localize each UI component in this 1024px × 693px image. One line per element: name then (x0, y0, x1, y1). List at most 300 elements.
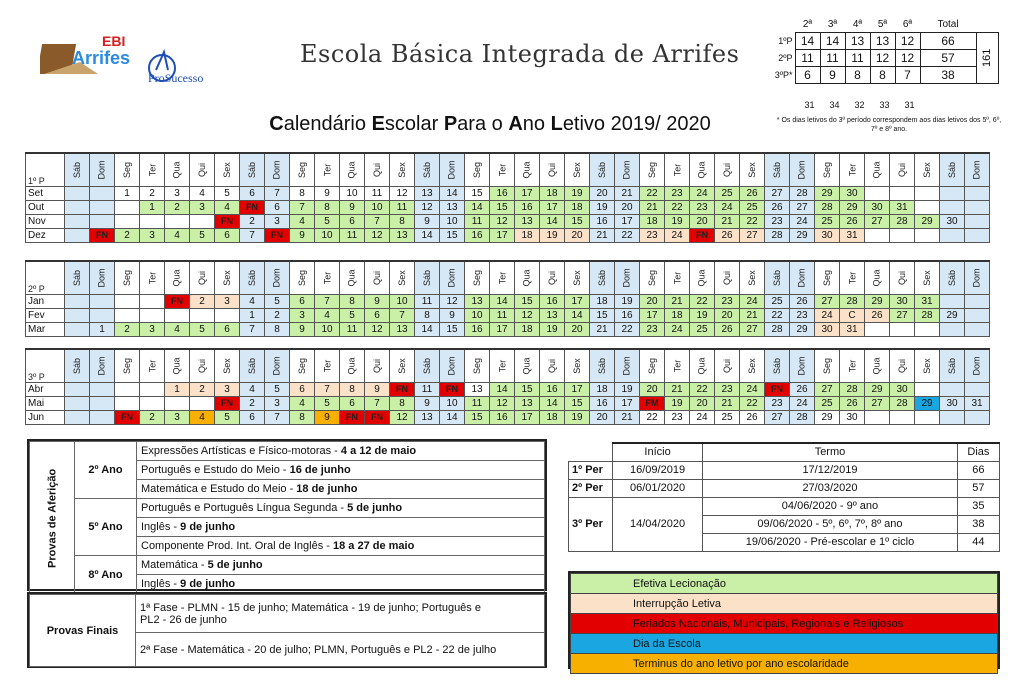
day-header (490, 349, 515, 382)
day-header-label: Qua (521, 161, 532, 179)
day-cell (115, 214, 140, 228)
period-days: 57 (957, 479, 999, 497)
day-cell: 11 (390, 200, 415, 214)
day-header-row (26, 261, 990, 294)
day-header (765, 153, 790, 186)
day-header (890, 153, 915, 186)
day-header-label: Qui (371, 270, 382, 285)
day-cell: 18 (565, 200, 590, 214)
day-header (65, 153, 90, 186)
day-cell: 21 (665, 294, 690, 308)
day-cell: 12 (440, 294, 465, 308)
day-header-label: Sáb (596, 161, 607, 178)
page-title: Escola Básica Integrada de Arrifes (300, 40, 740, 68)
summary-cell: 8 (870, 66, 895, 83)
month-row (26, 382, 990, 396)
summary-cell: 11 (795, 49, 820, 66)
summary-row-label: 1ºP (778, 35, 793, 46)
day-cell: 21 (590, 228, 615, 242)
day-cell: 25 (740, 200, 765, 214)
day-cell: 29 (915, 396, 940, 410)
day-header (540, 153, 565, 186)
day-header (315, 349, 340, 382)
periods-header: Termo (703, 443, 958, 461)
day-header (265, 349, 290, 382)
day-cell: 7 (290, 200, 315, 214)
day-header (315, 153, 340, 186)
day-cell: 28 (890, 396, 915, 410)
day-header-label: Ter (846, 271, 857, 285)
day-cell: 9 (415, 396, 440, 410)
day-header (240, 153, 265, 186)
afericao-row (30, 442, 545, 461)
day-cell: 15 (465, 186, 490, 200)
day-cell: 20 (615, 200, 640, 214)
afericao-title: Provas de Aferição (30, 442, 75, 594)
day-cell: 26 (840, 396, 865, 410)
day-header (115, 261, 140, 294)
day-cell: 23 (765, 396, 790, 410)
day-header (90, 261, 115, 294)
day-header-label: Sex (571, 269, 582, 286)
weekday-average: 32 (854, 100, 865, 110)
day-header (540, 349, 565, 382)
day-header-row (26, 349, 990, 382)
month-row (26, 228, 990, 242)
day-cell: 24 (790, 214, 815, 228)
day-cell: 23 (665, 186, 690, 200)
day-cell: 9 (365, 382, 390, 396)
period-start: 14/04/2020 (613, 497, 703, 551)
day-header (190, 153, 215, 186)
summary-cell: 7 (895, 66, 920, 83)
day-cell (890, 186, 915, 200)
day-cell: 23 (690, 200, 715, 214)
day-cell (915, 410, 940, 424)
day-cell (65, 186, 90, 200)
day-cell: 13 (540, 308, 565, 322)
day-cell (915, 228, 940, 242)
subtitle-initial: C (269, 113, 284, 135)
day-header-label: Sex (746, 269, 757, 286)
day-cell: 7 (315, 294, 340, 308)
summary-cell: 57 (920, 49, 976, 66)
day-cell: 27 (765, 410, 790, 424)
day-header-label: Qui (371, 162, 382, 177)
day-header-label: Sex (746, 161, 757, 178)
day-header-label: Dom (796, 268, 807, 288)
day-header-label: Dom (271, 268, 282, 288)
day-cell: 30 (890, 382, 915, 396)
day-header (340, 349, 365, 382)
day-cell: 10 (315, 228, 340, 242)
day-cell: 15 (565, 214, 590, 228)
day-cell: 26 (840, 214, 865, 228)
day-header-label: Sex (221, 269, 232, 286)
day-header (715, 261, 740, 294)
day-cell: 21 (615, 410, 640, 424)
day-header-label: Sáb (71, 269, 82, 286)
afericao-subject: Português e Português Língua Segunda - (141, 502, 348, 514)
day-cell: 11 (365, 186, 390, 200)
day-header (865, 349, 890, 382)
day-cell: 13 (415, 186, 440, 200)
day-cell: 21 (590, 322, 615, 336)
day-header-label: Ter (846, 163, 857, 177)
day-header (740, 349, 765, 382)
legend (568, 571, 1000, 669)
day-cell: 15 (440, 322, 465, 336)
day-cell (65, 410, 90, 424)
day-header-label: Sáb (71, 357, 82, 374)
day-cell (115, 294, 140, 308)
day-cell: 30 (865, 200, 890, 214)
day-header (915, 153, 940, 186)
summary-grand-total: 161 (976, 32, 998, 83)
day-header (290, 261, 315, 294)
day-cell: 4 (290, 214, 315, 228)
day-cell: 26 (865, 308, 890, 322)
day-header-label: Seg (821, 269, 832, 286)
day-cell: 10 (440, 214, 465, 228)
day-cell: 10 (315, 322, 340, 336)
day-cell (65, 322, 90, 336)
summary-row (773, 32, 998, 49)
day-header-label: Sex (396, 357, 407, 374)
day-header (640, 261, 665, 294)
day-cell: 26 (740, 186, 765, 200)
day-cell: 12 (490, 214, 515, 228)
calendar-period-2 (25, 260, 990, 337)
day-header-label: Sex (921, 357, 932, 374)
periods-header: Dias (957, 443, 999, 461)
summary-cell: 12 (895, 49, 920, 66)
day-header (815, 261, 840, 294)
day-cell: 31 (915, 294, 940, 308)
day-cell: 26 (715, 322, 740, 336)
day-cell: 6 (215, 228, 240, 242)
day-cell (65, 308, 90, 322)
day-cell: 29 (940, 308, 965, 322)
period-end: 17/12/2019 (703, 461, 958, 479)
day-header (690, 349, 715, 382)
day-header-label: Dom (621, 268, 632, 288)
day-header-label: Qui (546, 270, 557, 285)
day-header (640, 153, 665, 186)
day-header (865, 153, 890, 186)
day-header-label: Dom (96, 160, 107, 180)
day-cell: 28 (840, 294, 865, 308)
day-header-label: Qui (196, 270, 207, 285)
afericao-date: 9 de junho (180, 578, 236, 590)
day-header (590, 153, 615, 186)
day-cell: 7 (365, 396, 390, 410)
day-header (65, 261, 90, 294)
day-header-label: Dom (796, 356, 807, 376)
day-cell (865, 228, 890, 242)
day-cell (940, 228, 965, 242)
day-header-label: Dom (446, 356, 457, 376)
day-cell: 27 (790, 200, 815, 214)
weekday-averages (773, 100, 1005, 110)
day-cell (140, 396, 165, 410)
day-cell: 13 (390, 228, 415, 242)
day-cell (940, 186, 965, 200)
day-header-label: Sex (571, 161, 582, 178)
day-cell: 11 (340, 228, 365, 242)
day-cell: 27 (865, 214, 890, 228)
day-cell: 1 (165, 382, 190, 396)
day-cell: 8 (390, 214, 415, 228)
day-cell: FN (90, 228, 115, 242)
day-header-label: Qui (896, 162, 907, 177)
day-cell: 9 (340, 200, 365, 214)
day-header (440, 349, 465, 382)
day-header (665, 261, 690, 294)
period-name: 3º Per (569, 497, 613, 551)
day-cell: 13 (515, 396, 540, 410)
day-cell: 3 (265, 214, 290, 228)
day-cell (90, 308, 115, 322)
day-cell: 9 (290, 322, 315, 336)
day-header-label: Ter (321, 271, 332, 285)
day-cell: 30 (940, 396, 965, 410)
day-cell: 23 (640, 322, 665, 336)
day-cell: 12 (365, 228, 390, 242)
day-header-label: Qua (696, 269, 707, 287)
day-header-label: Seg (471, 161, 482, 178)
day-cell: 6 (340, 214, 365, 228)
day-cell (940, 200, 965, 214)
afericao-item (137, 537, 545, 556)
day-cell: 16 (490, 186, 515, 200)
month-name: Nov (26, 214, 65, 228)
day-cell: 16 (590, 396, 615, 410)
day-header-label: Sáb (71, 161, 82, 178)
day-cell: 16 (465, 228, 490, 242)
day-header (940, 153, 965, 186)
day-cell: 22 (690, 294, 715, 308)
day-cell: 7 (365, 214, 390, 228)
day-cell: 24 (740, 382, 765, 396)
day-header (665, 153, 690, 186)
day-cell: 5 (190, 322, 215, 336)
day-header (340, 261, 365, 294)
day-cell: 30 (840, 410, 865, 424)
day-header (865, 261, 890, 294)
period-start: 16/09/2019 (613, 461, 703, 479)
periods-header: Início (613, 443, 703, 461)
day-cell: FN (240, 200, 265, 214)
prosucesso-text: ProSucesso (148, 71, 204, 85)
afericao-year: 5º Ano (75, 499, 137, 556)
day-cell: 19 (665, 396, 690, 410)
calendar-period-1 (25, 152, 990, 243)
afericao-item (137, 499, 545, 518)
day-header-label: Ter (671, 359, 682, 373)
day-cell: 25 (765, 294, 790, 308)
day-cell: 20 (640, 382, 665, 396)
day-header-label: Qua (871, 269, 882, 287)
day-cell: 4 (165, 322, 190, 336)
month-row (26, 214, 990, 228)
day-header (115, 153, 140, 186)
period-name: 2º Per (569, 479, 613, 497)
afericao-subject: Matemática - (141, 559, 208, 571)
day-cell: 2 (190, 382, 215, 396)
day-header (790, 261, 815, 294)
day-cell (90, 396, 115, 410)
day-cell: 5 (215, 186, 240, 200)
day-header (965, 261, 990, 294)
day-cell: 23 (640, 228, 665, 242)
day-cell: 6 (215, 322, 240, 336)
day-cell: 6 (240, 410, 265, 424)
day-cell (965, 228, 990, 242)
day-header (190, 261, 215, 294)
day-header (190, 349, 215, 382)
day-header (915, 349, 940, 382)
day-cell: 10 (440, 396, 465, 410)
day-header (565, 261, 590, 294)
day-header-label: Dom (971, 160, 982, 180)
day-header (465, 349, 490, 382)
day-cell: 22 (615, 228, 640, 242)
day-cell (215, 308, 240, 322)
day-cell: 3 (140, 228, 165, 242)
day-header-label: Sex (221, 161, 232, 178)
day-header-label: Sáb (771, 357, 782, 374)
period-days: 44 (957, 533, 999, 551)
day-header (165, 349, 190, 382)
day-cell: 3 (215, 382, 240, 396)
day-cell: 17 (540, 200, 565, 214)
day-header-label: Sáb (596, 357, 607, 374)
day-cell: 22 (740, 396, 765, 410)
day-cell: 16 (540, 294, 565, 308)
day-cell: 12 (365, 322, 390, 336)
day-cell: 2 (240, 214, 265, 228)
day-cell: 22 (665, 200, 690, 214)
day-header-label: Seg (296, 269, 307, 286)
month-name: Jun (26, 410, 65, 424)
day-cell: 3 (190, 200, 215, 214)
day-cell: 15 (490, 200, 515, 214)
day-header-label: Seg (121, 161, 132, 178)
day-cell: 28 (915, 308, 940, 322)
day-cell: 14 (540, 214, 565, 228)
day-header (215, 153, 240, 186)
day-cell: 5 (215, 410, 240, 424)
day-header-label: Qui (721, 358, 732, 373)
day-header (840, 349, 865, 382)
day-cell (965, 322, 990, 336)
day-cell: FN (215, 214, 240, 228)
day-cell: 2 (115, 322, 140, 336)
day-header (465, 261, 490, 294)
period-end: 19/06/2020 - Pré-escolar e 1º ciclo (703, 533, 958, 551)
month-name: Jan (26, 294, 65, 308)
day-cell: 18 (590, 294, 615, 308)
day-cell: 10 (340, 186, 365, 200)
day-cell: 7 (390, 308, 415, 322)
day-cell: 6 (240, 186, 265, 200)
afericao-item (137, 575, 545, 594)
summary-cell: 14 (820, 32, 845, 49)
day-cell: 10 (465, 308, 490, 322)
day-header (140, 349, 165, 382)
day-cell (90, 214, 115, 228)
day-cell: 13 (515, 214, 540, 228)
day-cell: 29 (915, 214, 940, 228)
day-cell: 28 (765, 322, 790, 336)
day-header-label: Ter (846, 359, 857, 373)
period-label: 3º P (26, 349, 65, 382)
day-cell (915, 322, 940, 336)
day-header (140, 261, 165, 294)
day-cell: 31 (840, 228, 865, 242)
day-header (540, 261, 565, 294)
day-header (440, 153, 465, 186)
day-cell: 16 (540, 382, 565, 396)
day-header-label: Ter (321, 163, 332, 177)
day-cell: 8 (315, 200, 340, 214)
period-days: 35 (957, 497, 999, 515)
day-cell: 17 (615, 214, 640, 228)
day-cell (890, 322, 915, 336)
day-header-label: Qui (896, 358, 907, 373)
day-header (615, 261, 640, 294)
day-cell: 9 (315, 186, 340, 200)
day-cell: 8 (290, 410, 315, 424)
logos (40, 22, 260, 92)
day-cell: 30 (840, 186, 865, 200)
day-cell: 14 (465, 200, 490, 214)
day-cell: 5 (265, 294, 290, 308)
day-cell: 8 (390, 396, 415, 410)
day-cell: 22 (765, 308, 790, 322)
day-header-label: Sáb (596, 269, 607, 286)
day-cell: 5 (340, 308, 365, 322)
day-cell: 19 (665, 214, 690, 228)
day-cell: 30 (815, 228, 840, 242)
day-cell: 3 (265, 396, 290, 410)
month-name: Abr (26, 382, 65, 396)
provas-finais-label: Provas Finais (30, 595, 136, 667)
summary-cell: 13 (845, 32, 870, 49)
day-cell (965, 382, 990, 396)
day-cell (165, 396, 190, 410)
weekday-average: 34 (829, 100, 840, 110)
day-cell: 29 (790, 228, 815, 242)
day-cell: 4 (240, 294, 265, 308)
day-cell: 14 (565, 308, 590, 322)
day-cell: FN (340, 410, 365, 424)
day-cell: 17 (565, 294, 590, 308)
summary-col-header: 2ª (802, 19, 813, 31)
day-cell: 24 (665, 228, 690, 242)
summary-cell: 14 (795, 32, 820, 49)
fase-1-line-1: 1ª Fase - PLMN - 15 de junho; Matemática - 19 de junho; Português e (140, 601, 481, 614)
day-cell: 26 (765, 200, 790, 214)
day-cell (140, 214, 165, 228)
day-header (265, 261, 290, 294)
day-cell (190, 396, 215, 410)
day-cell: 24 (690, 186, 715, 200)
period-end: 04/06/2020 - 9º ano (703, 497, 958, 515)
day-header (390, 153, 415, 186)
day-cell: 15 (590, 308, 615, 322)
